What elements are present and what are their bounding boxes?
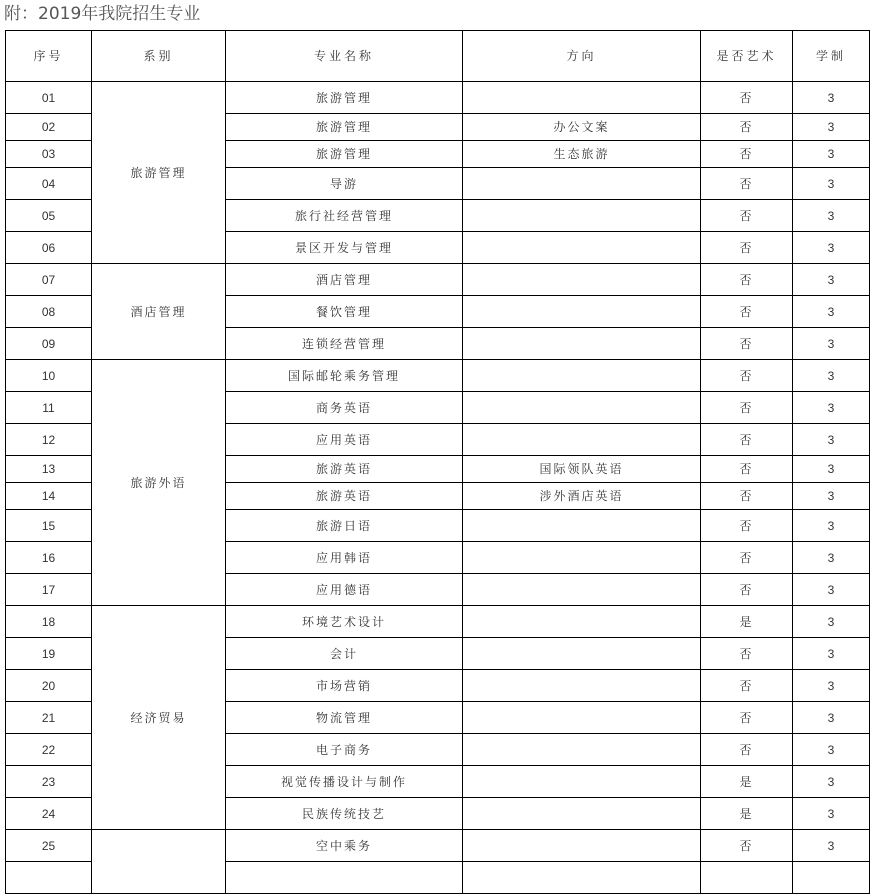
- years-cell: 3: [793, 232, 870, 264]
- direction-cell: [463, 702, 701, 734]
- major-cell: 视觉传播设计与制作: [226, 766, 463, 798]
- direction-cell: [463, 766, 701, 798]
- direction-cell: [463, 328, 701, 360]
- dept-cell: 旅游管理: [92, 82, 226, 264]
- seq-cell: 11: [6, 392, 92, 424]
- header-art: 是否艺术: [701, 31, 793, 82]
- direction-cell: [463, 296, 701, 328]
- major-cell: 应用德语: [226, 574, 463, 606]
- table-row: [6, 606, 870, 638]
- direction-cell: [463, 542, 701, 574]
- seq-cell: 04: [6, 168, 92, 200]
- art-cell: 否: [701, 702, 793, 734]
- seq-cell: 16: [6, 542, 92, 574]
- dept-cell: [92, 830, 226, 894]
- seq-cell: 15: [6, 510, 92, 542]
- direction-cell: [463, 168, 701, 200]
- art-cell: 否: [701, 456, 793, 483]
- years-cell: 3: [793, 296, 870, 328]
- seq-cell: 23: [6, 766, 92, 798]
- seq-cell: 09: [6, 328, 92, 360]
- seq-cell: 20: [6, 670, 92, 702]
- dept-cell: 旅游外语: [92, 360, 226, 606]
- dept-cell: 酒店管理: [92, 264, 226, 360]
- header-direction: 方向: [463, 31, 701, 82]
- direction-cell: 国际领队英语: [463, 456, 701, 483]
- major-cell: 物流管理: [226, 702, 463, 734]
- years-cell: 3: [793, 830, 870, 862]
- years-cell: 3: [793, 141, 870, 168]
- years-cell: 3: [793, 483, 870, 510]
- art-cell: [701, 862, 793, 894]
- direction-cell: [463, 510, 701, 542]
- direction-cell: 生态旅游: [463, 141, 701, 168]
- direction-cell: [463, 232, 701, 264]
- art-cell: 否: [701, 574, 793, 606]
- direction-cell: [463, 200, 701, 232]
- major-cell: 旅游英语: [226, 456, 463, 483]
- seq-cell: 01: [6, 82, 92, 114]
- major-cell: 国际邮轮乘务管理: [226, 360, 463, 392]
- seq-cell: 07: [6, 264, 92, 296]
- seq-cell: 14: [6, 483, 92, 510]
- table-row: [6, 82, 870, 114]
- art-cell: 否: [701, 114, 793, 141]
- major-cell: 景区开发与管理: [226, 232, 463, 264]
- seq-cell: 08: [6, 296, 92, 328]
- years-cell: 3: [793, 392, 870, 424]
- years-cell: 3: [793, 606, 870, 638]
- major-cell: 电子商务: [226, 734, 463, 766]
- art-cell: 是: [701, 606, 793, 638]
- seq-cell: 12: [6, 424, 92, 456]
- major-cell: 市场营销: [226, 670, 463, 702]
- direction-cell: [463, 606, 701, 638]
- art-cell: 否: [701, 542, 793, 574]
- seq-cell: 19: [6, 638, 92, 670]
- direction-cell: [463, 574, 701, 606]
- major-cell: 空中乘务: [226, 830, 463, 862]
- major-cell: 导游: [226, 168, 463, 200]
- table-row: [6, 360, 870, 392]
- art-cell: 否: [701, 638, 793, 670]
- art-cell: 否: [701, 296, 793, 328]
- art-cell: 否: [701, 392, 793, 424]
- years-cell: 3: [793, 670, 870, 702]
- years-cell: 3: [793, 798, 870, 830]
- seq-cell: [6, 862, 92, 894]
- years-cell: 3: [793, 510, 870, 542]
- seq-cell: 21: [6, 702, 92, 734]
- art-cell: 否: [701, 734, 793, 766]
- years-cell: 3: [793, 114, 870, 141]
- years-cell: 3: [793, 424, 870, 456]
- years-cell: 3: [793, 766, 870, 798]
- years-cell: [793, 862, 870, 894]
- major-cell: 旅游英语: [226, 483, 463, 510]
- table-row: [6, 264, 870, 296]
- dept-cell: 经济贸易: [92, 606, 226, 830]
- major-cell: 环境艺术设计: [226, 606, 463, 638]
- art-cell: 否: [701, 168, 793, 200]
- art-cell: 否: [701, 232, 793, 264]
- seq-cell: 24: [6, 798, 92, 830]
- major-cell: 旅游管理: [226, 141, 463, 168]
- art-cell: 否: [701, 424, 793, 456]
- major-cell: 连锁经营管理: [226, 328, 463, 360]
- art-cell: 否: [701, 670, 793, 702]
- art-cell: 否: [701, 510, 793, 542]
- years-cell: 3: [793, 168, 870, 200]
- direction-cell: 办公文案: [463, 114, 701, 141]
- major-cell: 酒店管理: [226, 264, 463, 296]
- seq-cell: 17: [6, 574, 92, 606]
- direction-cell: [463, 392, 701, 424]
- years-cell: 3: [793, 82, 870, 114]
- major-cell: 会计: [226, 638, 463, 670]
- art-cell: 否: [701, 328, 793, 360]
- art-cell: 否: [701, 200, 793, 232]
- direction-cell: [463, 734, 701, 766]
- years-cell: 3: [793, 328, 870, 360]
- years-cell: 3: [793, 200, 870, 232]
- art-cell: 否: [701, 830, 793, 862]
- years-cell: 3: [793, 638, 870, 670]
- years-cell: 3: [793, 734, 870, 766]
- major-cell: [226, 862, 463, 894]
- art-cell: 是: [701, 798, 793, 830]
- major-cell: 旅游管理: [226, 82, 463, 114]
- years-cell: 3: [793, 360, 870, 392]
- art-cell: 否: [701, 360, 793, 392]
- table-row: [6, 830, 870, 862]
- seq-cell: 05: [6, 200, 92, 232]
- seq-cell: 10: [6, 360, 92, 392]
- major-cell: 应用韩语: [226, 542, 463, 574]
- header-years: 学制: [793, 31, 870, 82]
- major-cell: 应用英语: [226, 424, 463, 456]
- major-cell: 民族传统技艺: [226, 798, 463, 830]
- seq-cell: 13: [6, 456, 92, 483]
- seq-cell: 25: [6, 830, 92, 862]
- header-major: 专业名称: [226, 31, 463, 82]
- majors-table: [5, 30, 870, 894]
- header-dept: 系别: [92, 31, 226, 82]
- years-cell: 3: [793, 702, 870, 734]
- seq-cell: 06: [6, 232, 92, 264]
- art-cell: 否: [701, 82, 793, 114]
- seq-cell: 02: [6, 114, 92, 141]
- major-cell: 商务英语: [226, 392, 463, 424]
- major-cell: 旅游日语: [226, 510, 463, 542]
- page-heading: 附：2019年我院招生专业: [4, 4, 201, 24]
- direction-cell: [463, 360, 701, 392]
- major-cell: 旅游管理: [226, 114, 463, 141]
- seq-cell: 03: [6, 141, 92, 168]
- direction-cell: [463, 82, 701, 114]
- years-cell: 3: [793, 542, 870, 574]
- seq-cell: 18: [6, 606, 92, 638]
- direction-cell: [463, 638, 701, 670]
- direction-cell: [463, 862, 701, 894]
- art-cell: 否: [701, 141, 793, 168]
- art-cell: 否: [701, 264, 793, 296]
- years-cell: 3: [793, 574, 870, 606]
- header-seq: 序号: [6, 31, 92, 82]
- years-cell: 3: [793, 264, 870, 296]
- major-cell: 旅行社经营管理: [226, 200, 463, 232]
- direction-cell: [463, 830, 701, 862]
- direction-cell: [463, 424, 701, 456]
- header-row: [6, 31, 870, 82]
- direction-cell: [463, 798, 701, 830]
- direction-cell: [463, 670, 701, 702]
- seq-cell: 22: [6, 734, 92, 766]
- direction-cell: 涉外酒店英语: [463, 483, 701, 510]
- direction-cell: [463, 264, 701, 296]
- art-cell: 否: [701, 483, 793, 510]
- years-cell: 3: [793, 456, 870, 483]
- major-cell: 餐饮管理: [226, 296, 463, 328]
- art-cell: 是: [701, 766, 793, 798]
